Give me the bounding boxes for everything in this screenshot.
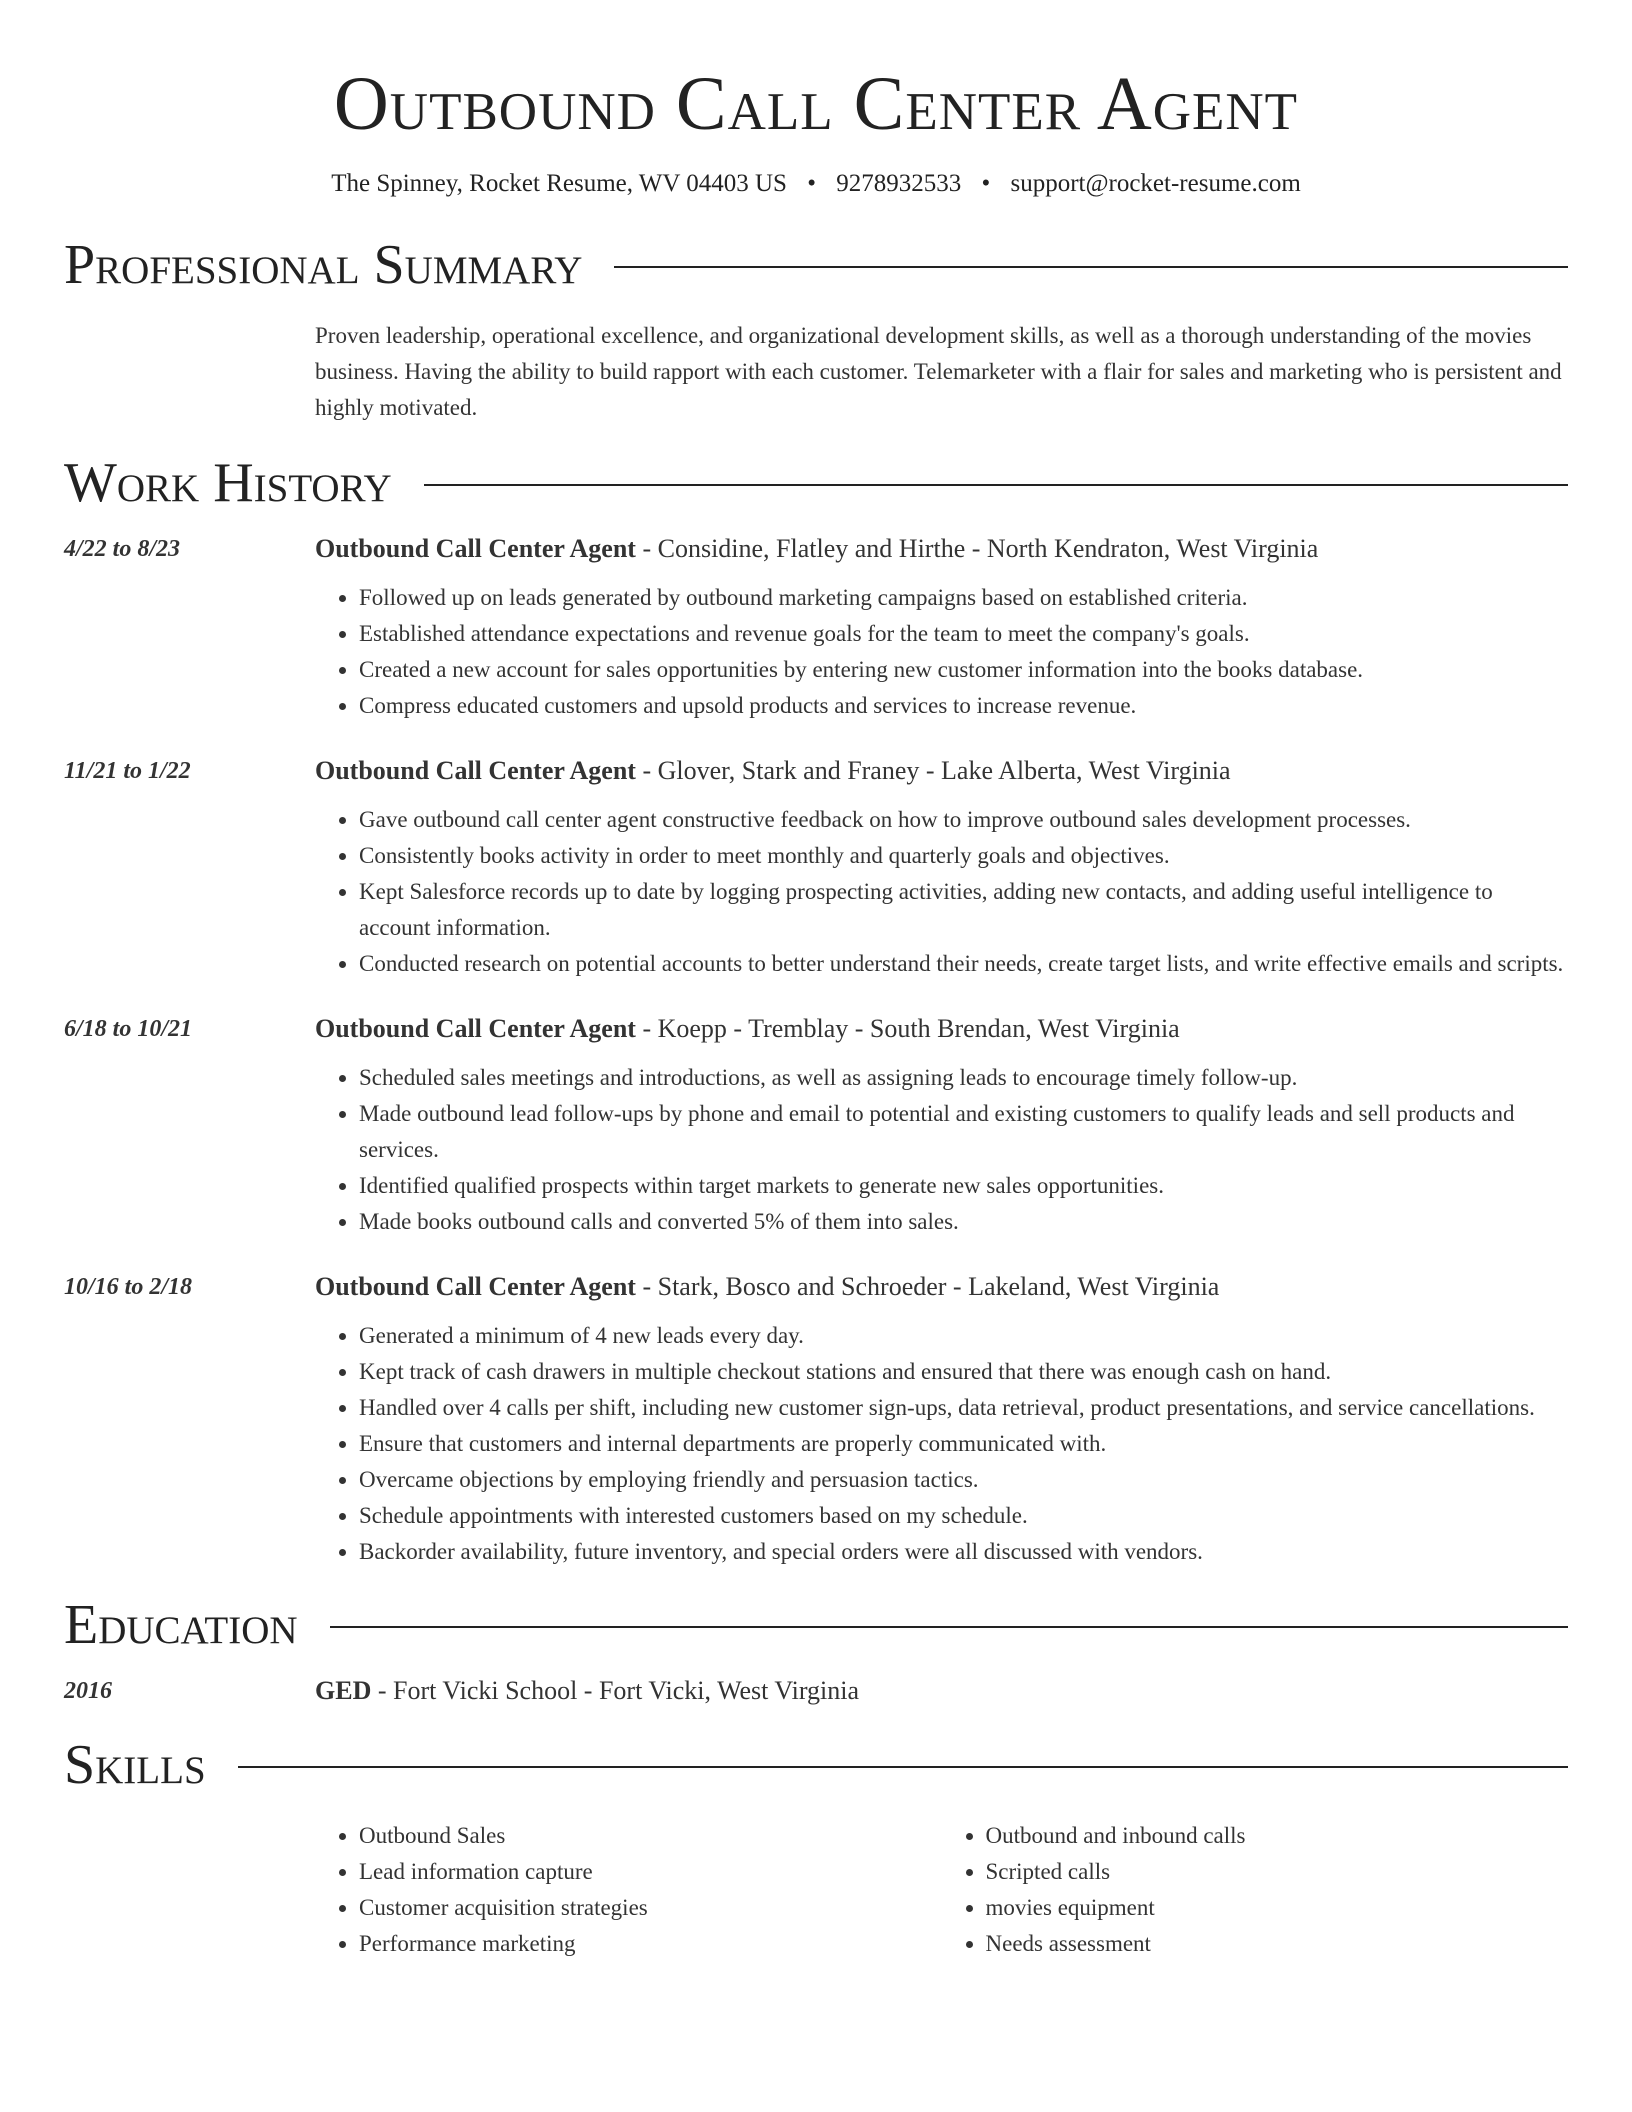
contact-line bbox=[64, 168, 1568, 200]
bullet-item: • Ensure that customers and internal departments are properly communicated with. bbox=[359, 1426, 1568, 1462]
job-title: Outbound Call Center Agent bbox=[315, 1272, 636, 1301]
skill-item: • Outbound and inbound calls bbox=[986, 1818, 1569, 1854]
work-section-header bbox=[64, 452, 1568, 514]
phone: 9278932533 bbox=[836, 170, 962, 197]
bullet-item: • Conducted research on potential accounts to better understand their needs, create target lists, and write effective emails and scripts. bbox=[359, 946, 1568, 982]
education-degree: GED bbox=[315, 1676, 372, 1705]
summary-section-header bbox=[64, 234, 1568, 296]
work-heading: Work History bbox=[64, 452, 392, 514]
job-bullets bbox=[315, 1060, 1568, 1240]
job-entry bbox=[64, 1012, 1568, 1240]
section-divider bbox=[424, 484, 1568, 486]
skills-column-right bbox=[942, 1818, 1569, 1962]
job-headline bbox=[315, 532, 1568, 566]
education-headline bbox=[315, 1674, 1568, 1708]
job-headline bbox=[315, 754, 1568, 788]
job-dates: 10/16 to 2/18 bbox=[64, 1274, 193, 1300]
skills-list bbox=[315, 1818, 1568, 1962]
job-dates: 11/21 to 1/22 bbox=[64, 758, 191, 784]
email: support@rocket-resume.com bbox=[1010, 170, 1301, 197]
job-headline bbox=[315, 1012, 1568, 1046]
bullet-item: • Identified qualified prospects within target markets to generate new sales opportunities. bbox=[359, 1168, 1568, 1204]
bullet-item: • Compress educated customers and upsold products and services to increase revenue. bbox=[359, 688, 1568, 724]
bullet-item: • Made books outbound calls and converted 5% of them into sales. bbox=[359, 1204, 1568, 1240]
skill-item: • Customer acquisition strategies bbox=[359, 1890, 942, 1926]
address: The Spinney, Rocket Resume, WV 04403 US bbox=[331, 170, 787, 197]
job-title: Outbound Call Center Agent bbox=[315, 1014, 636, 1043]
bullet-item: • Followed up on leads generated by outbound marketing campaigns based on established criteria. bbox=[359, 580, 1568, 616]
bullet-item: • Schedule appointments with interested customers based on my schedule. bbox=[359, 1498, 1568, 1534]
bullet-item: • Kept track of cash drawers in multiple checkout stations and ensured that there was enough cash on hand. bbox=[359, 1354, 1568, 1390]
job-bullets bbox=[315, 802, 1568, 982]
job-employer: - Glover, Stark and Franey - Lake Alberta, West Virginia bbox=[635, 756, 1231, 785]
bullet-item: • Kept Salesforce records up to date by logging prospecting activities, adding new contacts, and adding useful intelligence to account information. bbox=[359, 874, 1568, 946]
bullet-item: • Generated a minimum of 4 new leads every day. bbox=[359, 1318, 1568, 1354]
education-school: - Fort Vicki School - Fort Vicki, West Virginia bbox=[371, 1676, 860, 1705]
bullet-item: • Consistently books activity in order to meet monthly and quarterly goals and objectives. bbox=[359, 838, 1568, 874]
bullet-item: • Backorder availability, future inventory, and special orders were all discussed with vendors. bbox=[359, 1534, 1568, 1570]
job-title: Outbound Call Center Agent bbox=[315, 534, 636, 563]
work-list bbox=[64, 532, 1568, 1570]
skills-section-header bbox=[64, 1734, 1568, 1796]
bullet-item: • Made outbound lead follow-ups by phone and email to potential and existing customers to qualify leads and sell products and services. bbox=[359, 1096, 1568, 1168]
education-year: 2016 bbox=[64, 1678, 112, 1704]
bullet-item: • Scheduled sales meetings and introductions, as well as assigning leads to encourage timely follow-up. bbox=[359, 1060, 1568, 1096]
candidate-name: Outbound Call Center Agent bbox=[333, 62, 1299, 146]
section-divider bbox=[238, 1766, 1568, 1768]
skill-item: • Performance marketing bbox=[359, 1926, 942, 1962]
job-entry bbox=[64, 532, 1568, 724]
job-employer: - Stark, Bosco and Schroeder - Lakeland, West Virginia bbox=[635, 1272, 1220, 1301]
summary-text: Proven leadership, operational excellence, and organizational development skills, as well as a thorough understanding of the movies business. Having the ability to build rapport with each customer. Telemarketer with a flair for sales and marketing who is persistent and highly motivated. bbox=[315, 323, 1562, 420]
bullet-item: • Established attendance expectations and revenue goals for the team to meet the company's goals. bbox=[359, 616, 1568, 652]
bullet-item: • Handled over 4 calls per shift, including new customer sign-ups, data retrieval, product presentations, and service cancellations. bbox=[359, 1390, 1568, 1426]
bullet-item: • Overcame objections by employing friendly and persuasion tactics. bbox=[359, 1462, 1568, 1498]
bullet-item: • Gave outbound call center agent constructive feedback on how to improve outbound sales development processes. bbox=[359, 802, 1568, 838]
section-divider bbox=[330, 1626, 1568, 1628]
job-bullets bbox=[315, 580, 1568, 724]
resume-page bbox=[64, 0, 1568, 1962]
skills-heading: Skills bbox=[64, 1734, 206, 1796]
job-dates: 6/18 to 10/21 bbox=[64, 1016, 193, 1042]
job-entry bbox=[64, 754, 1568, 982]
job-employer: - Considine, Flatley and Hirthe - North Kendraton, West Virginia bbox=[635, 534, 1319, 563]
education-heading: Education bbox=[64, 1594, 298, 1656]
skill-item: • Scripted calls bbox=[986, 1854, 1569, 1890]
separator-dot: • bbox=[981, 170, 991, 197]
education-section-header bbox=[64, 1594, 1568, 1656]
job-entry bbox=[64, 1270, 1568, 1570]
skills-column-left bbox=[315, 1818, 942, 1962]
skill-item: • Needs assessment bbox=[986, 1926, 1569, 1962]
skill-item: • Outbound Sales bbox=[359, 1818, 942, 1854]
job-bullets bbox=[315, 1318, 1568, 1570]
summary-heading: Professional Summary bbox=[64, 234, 583, 296]
section-divider bbox=[614, 266, 1568, 268]
skill-item: • Lead information capture bbox=[359, 1854, 942, 1890]
job-headline bbox=[315, 1270, 1568, 1304]
job-dates: 4/22 to 8/23 bbox=[64, 536, 181, 562]
job-title: Outbound Call Center Agent bbox=[315, 756, 636, 785]
job-employer: - Koepp - Tremblay - South Brendan, West Virginia bbox=[635, 1014, 1180, 1043]
separator-dot: • bbox=[807, 170, 816, 197]
education-entry bbox=[64, 1674, 1568, 1708]
skill-item: • movies equipment bbox=[986, 1890, 1569, 1926]
bullet-item: • Created a new account for sales opportunities by entering new customer information into the books database. bbox=[359, 652, 1568, 688]
